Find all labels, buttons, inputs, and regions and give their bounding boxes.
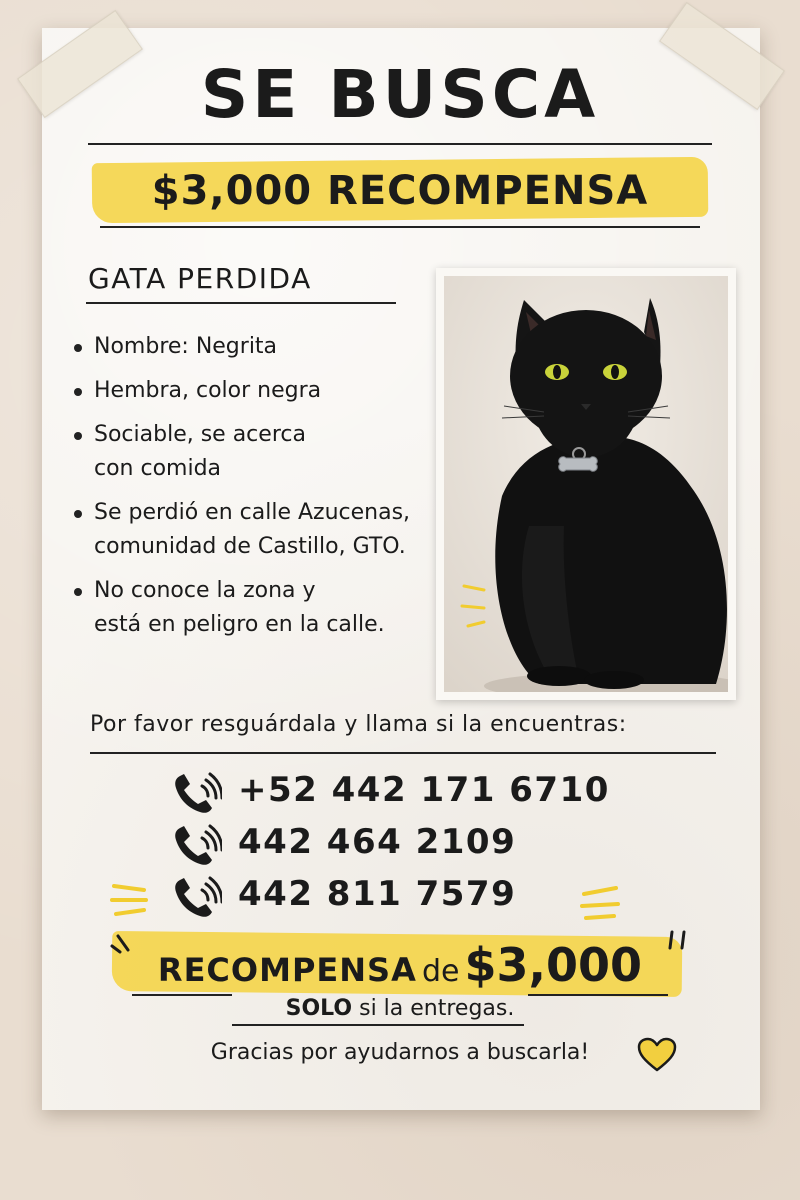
black-cat-photo [444, 276, 728, 692]
heading-underline [86, 302, 396, 304]
detail-sex-color [72, 374, 442, 408]
heart-icon [636, 1036, 678, 1074]
detail-danger-line1: No conoce la zona y [94, 578, 316, 603]
detail-location-line1: Se perdió en calle Azucenas, [94, 500, 411, 525]
title-divider-top [88, 143, 712, 145]
reward-word: RECOMPENSA [157, 951, 417, 989]
phone-ringing-icon [172, 876, 222, 920]
detail-name-text: Nombre: Negrita [94, 334, 278, 359]
phone-entry-2[interactable] [172, 818, 592, 870]
detail-danger [72, 574, 442, 642]
detail-temperament [72, 418, 442, 486]
poster-title: SE BUSCA [200, 56, 600, 133]
reward-banner-bottom [0, 938, 800, 992]
reward-condition [0, 996, 800, 1021]
reward-divider [100, 226, 700, 228]
detail-location [72, 496, 442, 564]
condition-underline [232, 1024, 524, 1026]
sparkle-accent-left [104, 880, 164, 920]
reward-connector: de [421, 954, 460, 989]
condition-text: si la entregas. [359, 996, 515, 1021]
phone-ringing-icon [172, 824, 222, 868]
cat-photo-frame [436, 268, 736, 700]
phone-entry-1[interactable] [172, 766, 610, 818]
phone-number-2: 442 464 2109 [238, 822, 517, 862]
phone-ringing-icon [172, 772, 222, 816]
thanks-message: Gracias por ayudarnos a buscarla! [210, 1040, 590, 1065]
cat-details-list [72, 330, 442, 642]
reward-amount: $3,000 [464, 938, 643, 992]
phone-number-1: +52 442 171 6710 [238, 770, 610, 810]
detail-temperament-line1: Sociable, se acerca [94, 422, 306, 447]
contact-request: Por favor resguárdala y llama si la encuentras: [90, 712, 627, 737]
phone-entry-3[interactable] [172, 870, 592, 922]
phone-number-3: 442 811 7579 [238, 874, 517, 914]
detail-temperament-line2: con comida [94, 456, 222, 481]
detail-name [72, 330, 442, 364]
detail-sex-color-text: Hembra, color negra [94, 378, 322, 403]
reward-banner-top: $3,000 RECOMPENSA [151, 168, 649, 214]
detail-location-line2: comunidad de Castillo, GTO. [94, 534, 406, 559]
request-underline [90, 752, 716, 754]
detail-danger-line2: está en peligro en la calle. [94, 612, 385, 637]
lost-cat-heading: GATA PERDIDA [88, 262, 312, 295]
sparkle-accent-right [566, 884, 626, 924]
condition-emphasis: SOLO [285, 996, 353, 1021]
